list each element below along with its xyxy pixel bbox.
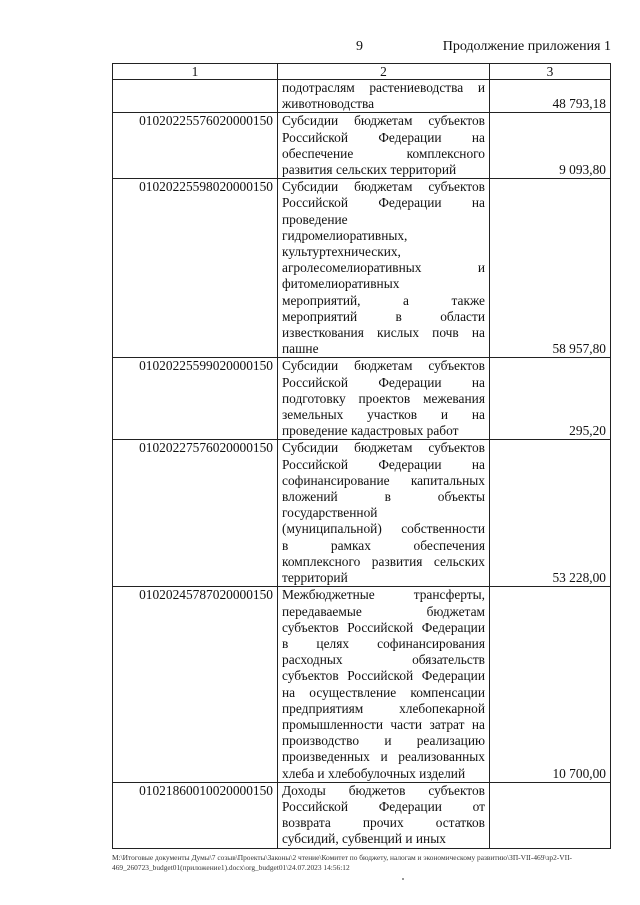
row-code: 01021860010020000150 (113, 782, 278, 848)
row-description (278, 782, 490, 848)
column-header: 1 (113, 64, 278, 80)
description-line: обеспечение комплексного (282, 145, 485, 161)
row-amount: 48 793,18 (490, 80, 611, 113)
description-line: передаваемые бюджетам (282, 603, 485, 619)
description-line: Субсидии бюджетам субъектов (282, 440, 485, 456)
row-code: 01020225599020000150 (113, 358, 278, 440)
row-amount (490, 782, 611, 848)
description-line: мероприятий в области (282, 308, 485, 324)
description-line: проведение кадастровых работ (282, 423, 459, 439)
table-row (113, 113, 611, 179)
row-amount: 58 957,80 (490, 179, 611, 358)
description-line: субъектов Российской Федерации (282, 619, 485, 635)
description-line: субъектов Российской Федерации (282, 668, 485, 684)
row-description (278, 587, 490, 782)
description-line: подотраслям растениеводства и (282, 80, 485, 95)
description-line: субсидий, субвенций и иных (282, 831, 446, 847)
description-line: расходных обязательств (282, 652, 485, 668)
description-line: промышленности части затрат на (282, 716, 485, 732)
description-line: возврата прочих остатков (282, 815, 485, 831)
description-line: в рамках обеспечения (282, 537, 485, 553)
description-line: Субсидии бюджетам субъектов (282, 179, 485, 195)
table-row (113, 179, 611, 358)
description-line: фитомелиоративных (282, 276, 400, 292)
description-line: подготовку проектов межевания (282, 390, 485, 406)
description-line: предприятиям хлебопекарной (282, 700, 485, 716)
budget-table (112, 63, 611, 849)
description-line: произведенных и реализованных (282, 749, 485, 765)
table-header-row (113, 64, 611, 80)
page-number: 9 (356, 39, 363, 54)
table-row (113, 358, 611, 440)
row-code (113, 80, 278, 113)
row-code: 01020225598020000150 (113, 179, 278, 358)
description-line: гидромелиоративных, (282, 227, 408, 243)
row-code: 01020227576020000150 (113, 440, 278, 587)
description-line: известкования кислых почв на (282, 325, 485, 341)
description-line: мероприятий, а также (282, 292, 485, 308)
description-line: территорий (282, 570, 348, 586)
description-line: Субсидии бюджетам субъектов (282, 358, 485, 374)
description-line: в целях софинансирования (282, 635, 485, 651)
row-description (278, 80, 490, 113)
table-row (113, 782, 611, 848)
description-line: земельных участков и на (282, 407, 485, 423)
description-line: на осуществление компенсации (282, 684, 485, 700)
description-line: государственной (282, 505, 378, 521)
description-line: развития сельских территорий (282, 162, 457, 178)
table-row (113, 80, 611, 113)
description-line: Российской Федерации на (282, 195, 485, 211)
table-row (113, 587, 611, 782)
description-line: софинансирование капитальных (282, 472, 485, 488)
continuation-label: Продолжение приложения 1 (442, 39, 611, 54)
description-line: агролесомелиоративных и (282, 260, 485, 276)
description-line: Российской Федерации на (282, 129, 485, 145)
table-row (113, 440, 611, 587)
column-header: 3 (490, 64, 611, 80)
row-code: 01020245787020000150 (113, 587, 278, 782)
row-amount: 295,20 (490, 358, 611, 440)
row-amount: 53 228,00 (490, 440, 611, 587)
row-description (278, 440, 490, 587)
description-line: Субсидии бюджетам субъектов (282, 113, 485, 129)
scan-speck (402, 878, 404, 880)
description-line: Российской Федерации на (282, 374, 485, 390)
description-line: (муниципальной) собственности (282, 521, 485, 537)
row-description (278, 113, 490, 179)
description-line: проведение (282, 211, 348, 227)
row-description (278, 358, 490, 440)
row-amount: 9 093,80 (490, 113, 611, 179)
description-line: Российской Федерации от (282, 798, 485, 814)
description-line: Доходы бюджетов субъектов (282, 782, 485, 798)
document-file-path: М:\Итоговые документы Думы\7 созыв\Проекты\Законы\2 чтение\Комитет по бюджету, налогам и экономическому развитию\ЗП-VII-469\зр2-VII-469_260723_budget01(приложение1).docx\org_budget01\24.07.2023 14:56:12 (112, 853, 572, 872)
description-line: вложений в объекты (282, 489, 485, 505)
row-amount: 10 700,00 (490, 587, 611, 782)
column-header: 2 (278, 64, 490, 80)
description-line: Российской Федерации на (282, 456, 485, 472)
description-line: производство и реализацию (282, 733, 485, 749)
description-line: культуртехнических, (282, 244, 401, 260)
row-description (278, 179, 490, 358)
description-line: хлеба и хлебобулочных изделий (282, 765, 466, 781)
row-code: 01020225576020000150 (113, 113, 278, 179)
description-line: комплексного развития сельских (282, 553, 485, 569)
description-line: пашне (282, 341, 319, 357)
description-line: животноводства (282, 96, 375, 112)
description-line: Межбюджетные трансферты, (282, 587, 485, 603)
